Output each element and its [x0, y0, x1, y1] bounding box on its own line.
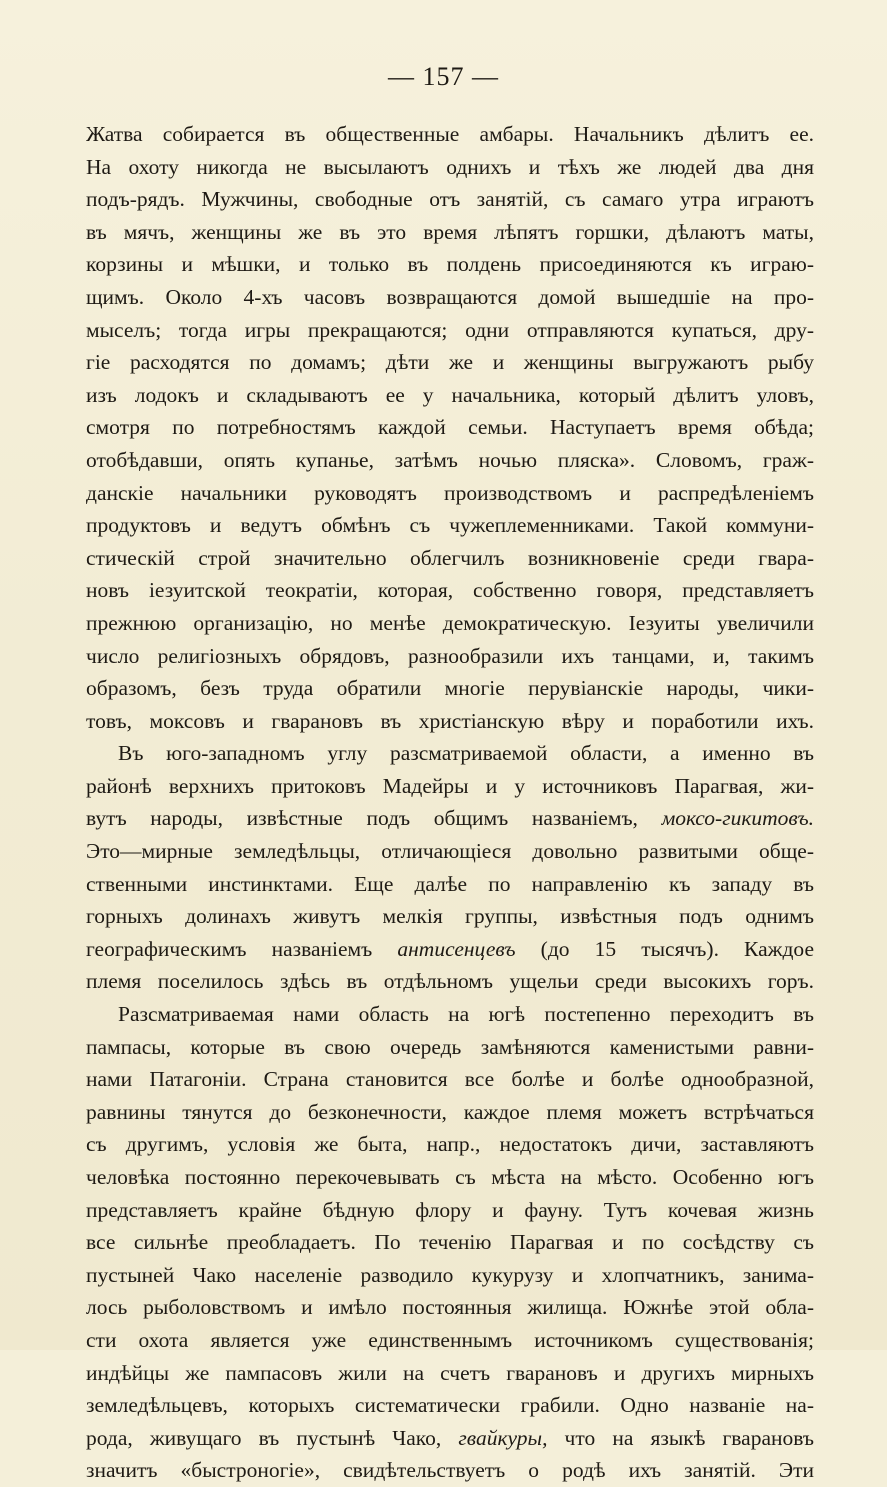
- text-line: [86, 640, 814, 673]
- line-text: горныхъ долинахъ живутъ мелкія группы, извѣстныя подъ однимъ: [86, 904, 814, 929]
- line-text: человѣка постоянно перекочевывать съ мѣста на мѣсто. Особенно югъ: [86, 1165, 814, 1189]
- text-line: [86, 1259, 814, 1292]
- line-text: вутъ народы, извѣстные подъ общимъ названіемъ,: [86, 806, 662, 831]
- line-text: изъ лодокъ и складываютъ ее у начальника, который дѣлитъ уловъ,: [86, 382, 814, 407]
- line-text: географическимъ названіемъ: [86, 936, 398, 961]
- text-line: [86, 607, 814, 640]
- line-text: въ мячъ, женщины же въ это время лѣпятъ горшки, дѣлаютъ маты,: [86, 219, 814, 244]
- text-line: [86, 509, 814, 542]
- line-text: все сильнѣе преобладаетъ. По теченію Парагвая и по сосѣдству съ: [86, 1230, 814, 1255]
- line-text: образомъ, безъ труда обратили многіе перувіанскіе народы, чики-: [86, 676, 814, 701]
- line-text-after: (до 15 тысячъ). Каждое: [515, 936, 814, 961]
- line-text: смотря по потребностямъ каждой семьи. Наступаетъ время обѣда;: [86, 415, 814, 440]
- text-line: [86, 900, 814, 933]
- line-text: районѣ верхнихъ притоковъ Мадейры и у источниковъ Парагвая, жи-: [86, 773, 814, 798]
- line-text: новъ іезуитской теократіи, которая, собственно говоря, представляетъ: [86, 578, 814, 603]
- line-text: индѣйцы же пампасовъ жили на счетъ гварановъ и другихъ мирныхъ: [86, 1360, 814, 1385]
- text-line: [86, 314, 814, 347]
- italic-term: моксо-гикитовъ.: [661, 806, 814, 831]
- line-text: съ другимъ, условія же быта, напр., недостатокъ дичи, заставляютъ: [86, 1132, 814, 1157]
- text-line: [86, 933, 814, 966]
- line-text: сти охота является уже единственнымъ источникомъ существованія;: [86, 1327, 814, 1352]
- text-line: [86, 802, 814, 835]
- text-line: [86, 1031, 814, 1064]
- line-text: рода, живущаго въ пустынѣ Чако,: [86, 1425, 459, 1450]
- line-text: нами Патагоніи. Страна становится все болѣе и болѣе однообразной,: [86, 1067, 814, 1092]
- line-text: число религіозныхъ обрядовъ, разнообразили ихъ танцами, и, такимъ: [86, 643, 814, 668]
- line-text: товъ, моксовъ и гварановъ въ христіанскую вѣру и поработили ихъ.: [86, 708, 814, 733]
- line-text: значитъ «быстроногіе», свидѣтельствуетъ о родѣ ихъ занятій. Эти: [86, 1458, 814, 1483]
- text-line: [86, 248, 814, 281]
- line-text: щимъ. Около 4-хъ часовъ возвращаются домой вышедшіе на про-: [86, 284, 814, 309]
- text-line: [86, 1422, 814, 1455]
- text-line: [86, 574, 814, 607]
- text-line: [86, 216, 814, 249]
- line-text: прежнюю организацію, но менѣе демократическую. Іезуиты увеличили: [86, 610, 814, 635]
- line-text: данскіе начальники руководятъ производствомъ и распредѣленіемъ: [86, 480, 814, 505]
- italic-term: гвайкуры,: [458, 1425, 548, 1450]
- page-number: — 157 —: [388, 62, 499, 91]
- line-text: стическій строй значительно облегчилъ возникновеніе среди гвара-: [86, 545, 814, 570]
- line-text: лось рыболовствомъ и имѣло постоянныя жилища. Южнѣе этой обла-: [86, 1295, 814, 1320]
- text-line: [86, 1324, 814, 1357]
- text-line: [86, 1128, 814, 1161]
- text-line: [86, 346, 814, 379]
- text-line: [86, 183, 814, 216]
- line-text: корзины и мѣшки, и только въ полдень присоединяются къ играю-: [86, 252, 814, 277]
- text-line: [86, 281, 814, 314]
- line-text: продуктовъ и ведутъ обмѣнъ съ чужеплеменниками. Такой коммуни-: [86, 513, 814, 538]
- line-text: Это—мирные земледѣльцы, отличающіеся довольно развитыми обще-: [86, 839, 814, 864]
- text-body: [86, 118, 814, 1487]
- text-line: [86, 411, 814, 444]
- text-line: [86, 1389, 814, 1422]
- line-text: земледѣльцевъ, которыхъ систематически грабили. Одно названіе на-: [86, 1393, 814, 1418]
- line-text: На охоту никогда не высылаютъ однихъ и тѣхъ же людей два дня: [86, 154, 814, 179]
- text-line: [86, 379, 814, 412]
- line-text: подъ-рядъ. Мужчины, свободные отъ занятій, съ самаго утра играютъ: [86, 187, 814, 212]
- text-line: [86, 118, 814, 151]
- text-line: [86, 672, 814, 705]
- line-text: представляетъ крайне бѣдную флору и фауну. Тутъ кочевая жизнь: [86, 1197, 814, 1222]
- text-line: [86, 1226, 814, 1259]
- text-line: [86, 151, 814, 184]
- line-text: равнины тянутся до безконечности, каждое племя можетъ встрѣчаться: [86, 1099, 814, 1124]
- line-text: отобѣдавши, опять купанье, затѣмъ ночью пляска». Словомъ, граж-: [86, 447, 814, 472]
- line-text: пустыней Чако населеніе разводило кукурузу и хлопчатникъ, занима-: [86, 1262, 814, 1287]
- text-line: [86, 1161, 814, 1194]
- text-line: [86, 1096, 814, 1129]
- text-line: [86, 737, 814, 770]
- text-line: [86, 477, 814, 510]
- text-line: [86, 965, 814, 998]
- line-text: Въ юго-западномъ углу разсматриваемой области, а именно въ: [118, 741, 814, 766]
- line-text: мыселъ; тогда игры прекращаются; одни отправляются купаться, дру-: [86, 317, 814, 342]
- text-line: [86, 998, 814, 1031]
- line-text: Жатва собирается въ общественные амбары. Начальникъ дѣлитъ ее.: [86, 122, 814, 146]
- line-text: племя поселилось здѣсь въ отдѣльномъ ущельи среди высокихъ горъ.: [86, 969, 814, 994]
- text-line: [86, 1194, 814, 1227]
- line-text: пампасы, которые въ свою очередь замѣняются каменистыми равни-: [86, 1034, 814, 1059]
- line-text: гіе расходятся по домамъ; дѣти же и женщины выгружаютъ рыбу: [86, 350, 814, 375]
- text-line: [86, 542, 814, 575]
- text-line: [86, 1291, 814, 1324]
- text-line: [86, 770, 814, 803]
- text-line: [86, 444, 814, 477]
- italic-term: антисенцевъ: [397, 936, 516, 961]
- line-text: ственными инстинктами. Еще далѣе по направленію къ западу въ: [86, 871, 814, 896]
- line-text: Разсматриваемая нами область на югѣ постепенно переходитъ въ: [118, 1002, 814, 1027]
- line-text-after: что на языкѣ гварановъ: [547, 1425, 814, 1450]
- text-line: [86, 868, 814, 901]
- text-line: [86, 705, 814, 738]
- text-line: [86, 835, 814, 868]
- text-line: [86, 1063, 814, 1096]
- text-line: [86, 1454, 814, 1487]
- text-line: [86, 1357, 814, 1390]
